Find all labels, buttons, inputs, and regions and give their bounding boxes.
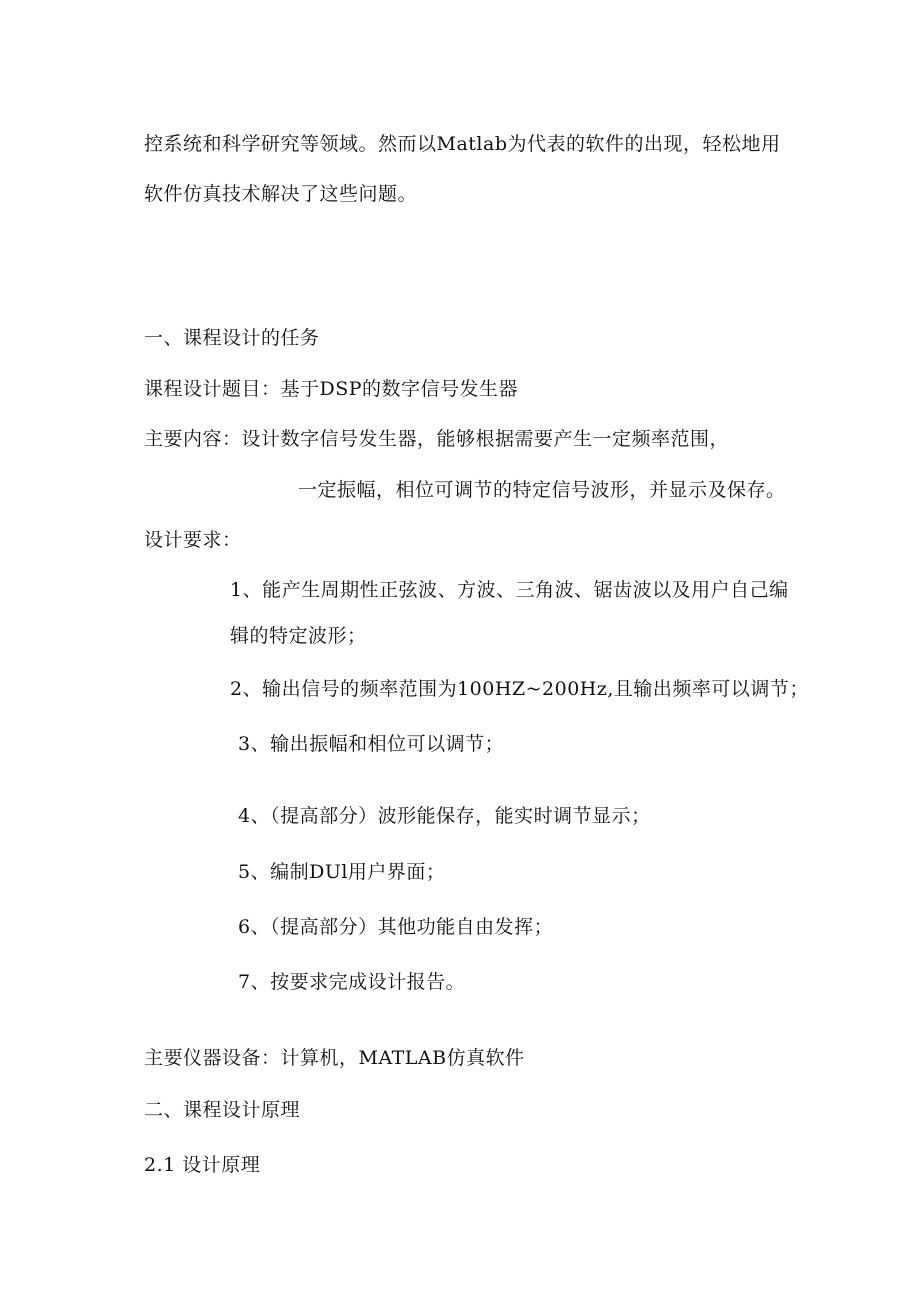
requirement-item-3: 3、输出振幅和相位可以调节； <box>238 733 505 755</box>
main-content-line-2: 一定振幅，相位可调节的特定信号波形，并显示及保存。 <box>298 479 786 501</box>
paragraph-line-1: 控系统和科学研究等领域。然而以Matlab为代表的软件的出现，轻松地用 <box>144 133 781 155</box>
requirement-item-4: 4、（提高部分）波形能保存，能实时调节显示； <box>238 805 651 827</box>
equipment-line: 主要仪器设备：计算机，MATLAB仿真软件 <box>144 1047 525 1069</box>
main-content-line-1: 主要内容：设计数字信号发生器，能够根据需要产生一定频率范围， <box>144 428 730 450</box>
course-title-line: 课程设计题目：基于DSP的数字信号发生器 <box>144 378 519 400</box>
requirement-item-1: 1、能产生周期性正弦波、方波、三角波、锯齿波以及用户自己编 <box>230 579 789 601</box>
requirement-item-6: 6、（提高部分）其他功能自由发挥； <box>238 916 554 938</box>
requirement-item-1-continued: 辑的特定波形； <box>230 625 367 647</box>
requirement-item-5: 5、编制DUl用户界面； <box>238 861 446 883</box>
section-2-1-heading: 2.1 设计原理 <box>144 1154 261 1176</box>
requirement-item-2: 2、输出信号的频率范围为100HZ~200Hz,且输出频率可以调节； <box>230 678 809 700</box>
section-1-heading: 一、课程设计的任务 <box>144 327 320 349</box>
section-2-heading: 二、课程设计原理 <box>144 1099 301 1121</box>
requirements-label: 设计要求： <box>144 529 242 551</box>
paragraph-line-2: 软件仿真技术解决了这些问题。 <box>144 183 418 205</box>
requirement-item-7: 7、按要求完成设计报告。 <box>238 971 466 993</box>
